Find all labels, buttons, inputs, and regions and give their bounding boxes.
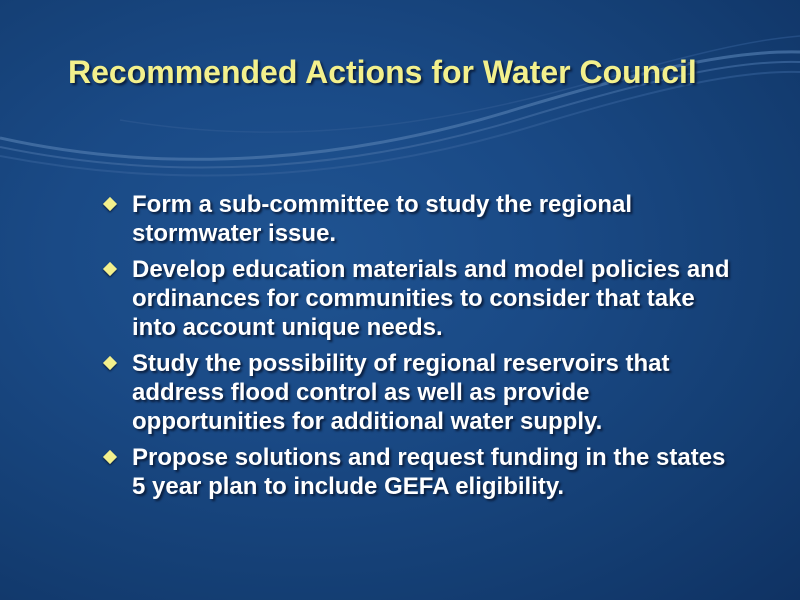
bullet-text: Study the possibility of regional reservoirs that address flood control as well as provide opportunities for additional water supply. [132, 350, 670, 435]
bullet-item [100, 349, 740, 436]
bullet-item [100, 443, 740, 501]
diamond-icon [103, 356, 117, 370]
slide-title: Recommended Actions for Water Council [68, 54, 697, 90]
diamond-icon [103, 450, 117, 464]
bullet-text: Form a sub-committee to study the regional stormwater issue. [132, 191, 633, 247]
bullet-text: Propose solutions and request funding in the states 5 year plan to include GEFA eligibility. [132, 444, 726, 500]
diamond-icon [103, 262, 117, 276]
bullet-item [100, 255, 740, 342]
bullet-list [100, 190, 740, 508]
bullet-item [100, 190, 740, 248]
diamond-icon [103, 197, 117, 211]
bullet-text: Develop education materials and model policies and ordinances for communities to consider that take into account unique needs. [132, 256, 730, 341]
